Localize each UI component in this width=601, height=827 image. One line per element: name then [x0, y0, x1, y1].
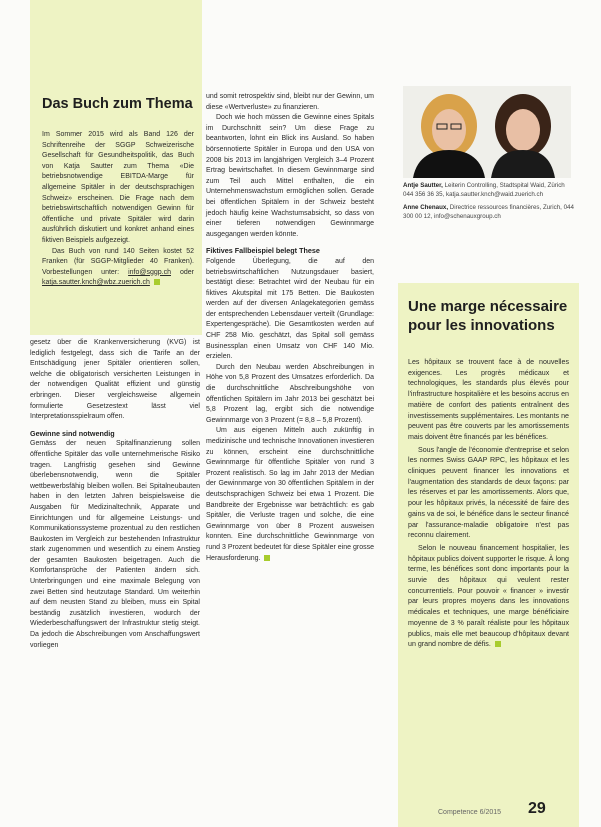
french-paragraph-text: Selon le nouveau financement hospitalier, les hôpitaux publics doivent supporter le risque. À long terme, les bénéfices sont donc importants pour la survie des hôpitaux qui veulent rester concurrentiels. Pour pouvoir « financer » investir par leurs propres moyens dans les innovations médicales et techniques, une marge bénéficiaire moyenne de 3 % paraît réaliste pour les hôpitaux publics, mais elle met beaucoup d'hôpitaux devant un grand nombre de défis.	[408, 543, 569, 649]
end-mark-icon	[495, 641, 501, 647]
author-1-details: Leiterin Controlling, Stadtspital Waid, Zürich 044 356 36 35, katja.sautter.knch@waid.zuerich.ch	[403, 182, 565, 198]
book-info-box	[30, 0, 202, 335]
book-box-order-text: Das Buch von rund 140 Seiten kostet 52 Franken (für SGGP-Mitglieder 40 Franken). Vorbestellungen unter:	[42, 247, 194, 276]
book-box-text	[42, 130, 194, 289]
article-paragraph: Gemäss der neuen Spitalfinanzierung sollen öffentliche Spitäler das volle unternehmerische Risiko tragen. Langfristig gesehen sind Gewinne überlebensnotwendig, wenn die Spitäler wettbewerbsfähig bleiben wollen. Bei Spitalneubauten haben in den letzten Jahren beispielsweise die Ausgaben für Medizinaltechnik, Apparate und Einrichtungen und für allgemeine Leistungs- und Kommunikationssysteme prozentual zu den restlichen Baukosten im Vergleich zur bestehenden Infrastruktur stark zugenommen und wesentlich zu einem Anstieg der gesamten Baukosten beigetragen. Auch die Komfortansprüche der Patienten ändern sich. Unterbringungen und eine maximale Belegung von zwei Betten sind heutzutage Standard. Um weiterhin auf dem neusten Stand zu bleiben, muss ein Spital beständig zusätzlich investieren, wodurch der Wiederbeschaffungswert der Infrastruktur stetig steigt. Da jedoch die Abschreibungen vom Anschaffungswert vorliegen	[30, 440, 200, 649]
end-mark-icon	[264, 555, 270, 561]
email-link[interactable]: info@sggp.ch	[128, 268, 171, 276]
article-column-2	[206, 92, 374, 564]
author-2-details: Directrice ressources financières, Zurich, 044 300 00 12, info@schenauxgroup.ch	[403, 204, 574, 220]
page-footer	[438, 800, 578, 820]
article-paragraph	[206, 426, 374, 564]
french-paragraph	[408, 543, 569, 650]
email-link[interactable]: katja.sautter.knch@wbz.zuerich.ch	[42, 279, 150, 287]
french-paragraph: Les hôpitaux se trouvent face à de nouvelles exigences. Les progrès médicaux et technologiques, les standards plus élevés pour l'infrastructure hospitalière et les besoins accrus en matière de confort des patients entraînent des investissements supplémentaires. Les montants ne peuvent pas être couverts par les amortissements mais doivent être financés par les bénéfices.	[408, 358, 569, 441]
author-2-name: Anne Chenaux,	[403, 204, 449, 212]
section-heading: Gewinne sind notwendig	[30, 428, 115, 438]
author-2	[403, 204, 575, 221]
or-text: oder	[171, 268, 194, 276]
book-box-title: Das Buch zum Thema	[42, 96, 193, 112]
french-summary-title: Une marge nécessaire pour les innovations	[408, 298, 568, 334]
page-number: 29	[528, 800, 546, 817]
book-box-paragraph: Im Sommer 2015 wird als Band 126 der Schriftenreihe der SGGP Schweizerische Gesellschaft für Gesundheitspolitik, das Buch von Katja Sautter zum Thema «Die betriebsnotwendige EBITDA-Marge für allgemeine Spitäler in der deutschsprachigen Schweiz» erscheinen. Die Frage nach dem betriebswirtschaftlich notwendigen Gewinn für öffentliche und private Spitäler wird darin ausführlich diskutiert und konkret anhand eines fiktiven Beispiels aufgezeigt.	[42, 131, 194, 244]
section-heading: Fiktives Fallbeispiel belegt These	[206, 246, 320, 256]
author-photo	[403, 86, 571, 178]
article-column-1	[30, 338, 200, 651]
french-summary-text	[408, 357, 569, 650]
article-paragraph: Doch wie hoch müssen die Gewinne eines Spitals im Durchschnitt sein? Um diese Frage zu beantworten, lohnt ein Blick ins Ausland. So haben börsennotierte Spitäler in Europa und den USA von 2008 bis 2013 im langjährigen Vergleich 3–4 Prozent Ertrag bewirtschaftet. In diesem Gewinnmarge sind zum Teil auch Mittel enthalten, die ein Unternehmenswachstum ermöglichen sollen. Gerade bei öffentlichen Spitälern in der Schweiz besteht jedoch häufig keine Wachstumsabsicht, so dass von einer tieferen notwendigen Gewinnmarge ausgegangen werden könnte.	[206, 114, 374, 238]
french-summary-box	[398, 283, 579, 827]
article-paragraph: gesetz über die Krankenversicherung (KVG) ist lediglich festgelegt, dass sich die Tarife an der Entschädigung jener Spitäler orientieren sollen, welche die obligatorisch versicherten Leistungen in der notwendigen Qualität effizient und günstig erbringen. Dieser vergleichsweise allgemein formulierte Gesetzestext lässt viel Interpretationsspielraum offen.	[30, 339, 200, 421]
book-box-paragraph	[42, 247, 194, 289]
article-paragraph: Durch den Neubau werden Abschreibungen in Höhe von 5,8 Prozent des Umsatzes erforderlich. Da die durchschnittliche Abschreibungshöhe von öffentlichen Spitälern im Jahr 2013 bei geschätzt bei 5,8 Prozent lag, ergibt sich die notwendige Gewinnmarge von 3 Prozent (= 8,8 – 5,8 Prozent).	[206, 363, 374, 424]
author-1	[403, 182, 575, 199]
end-mark-icon	[154, 279, 160, 285]
article-paragraph: Folgende Überlegung, die auf den betriebswirtschaftlichen Nutzungsdauer basiert, bestätigt diese: Betrachtet wird der Neubau für ein fiktives Akutspital mit 175 Betten. Die Baukosten werden auf der diversen Anlagekategorien gemäss der entsprechenden Lebensdauer verteilt (Grundlage: Expertengespräche). Die Gesamtkosten werden auf CHF 258 Mio. geschätzt, das Spital soll gemäss Businessplan einen Umsatz von CHF 140 Mio. erzielen.	[206, 257, 374, 361]
magazine-issue: Competence 6/2015	[438, 809, 502, 816]
authors-portrait-icon	[403, 86, 571, 178]
article-paragraph: und somit retrospektiv sind, bleibt nur der Gewinn, um diese «Wertverluste» zu finanzieren.	[206, 93, 374, 111]
french-paragraph: Sous l'angle de l'économie d'entreprise et selon les normes Swiss GAAP RPC, les hôpitaux et les cliniques peuvent financer les innovations et l'augmentation des standards de deux façons: par les réserves et par les amortissements. Alors que, pour les hôpitaux privés, la nécessité de faire des gains va de soi, le bénéfice dans le secteur financé par l'assurance-maladie obligatoire n'est pas reconnu clairement.	[408, 445, 569, 540]
author-1-name: Antje Sautter,	[403, 182, 443, 189]
author-caption	[403, 182, 575, 226]
article-paragraph-text: Um aus eigenen Mitteln auch zukünftig in medizinische und technische Innovationen investieren zu können, erscheint eine durchschnittliche Gewinnmarge für öffentliche Spitäler von rund 3 Prozent realistisch. So lag im Jahr 2013 der Median der Gewinnmarge von 30 öffentlichen Spitälern in der deutschsprachigen Schweiz bei etwa 1 Prozent. Die Bandbreite der Ergebnisse war beträchtlich: es gab Spitäler, die Verluste tragen und solche, die eine Gewinnmarge von über 8 Prozent ausweisen konnten. Eine durchschnittliche Gewinnmarge von rund 3 Prozent bedeutet für diese Spitäler eine grosse Herausforderung.	[206, 427, 374, 562]
